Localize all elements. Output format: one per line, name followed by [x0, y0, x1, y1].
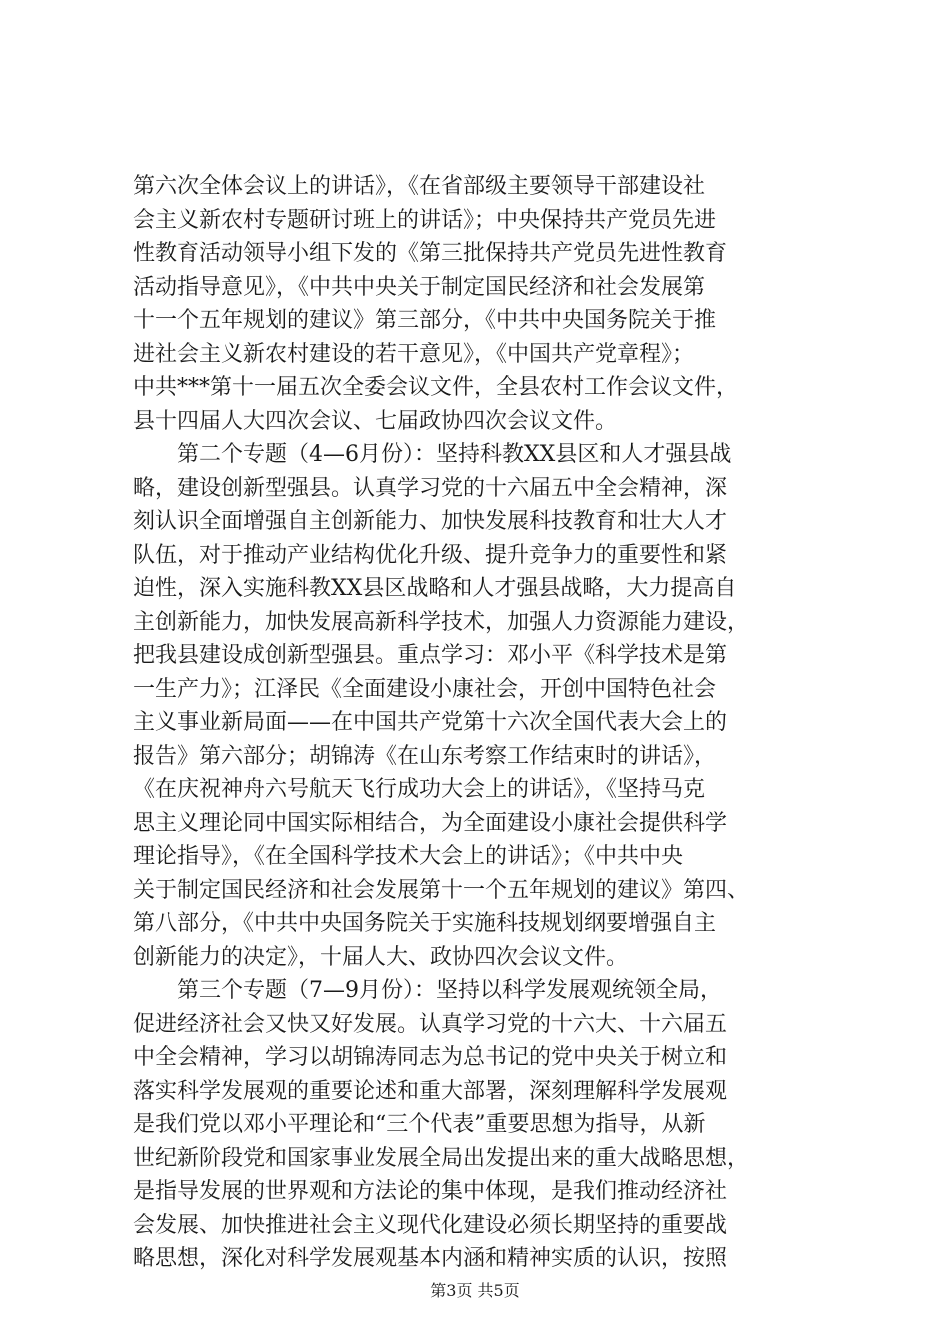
text-line: 主义事业新局面——在中国共产党第十六次全国代表大会上的 — [133, 710, 728, 735]
text-line: 理论指导》，《在全国科学技术大会上的讲话》；《中共中央 — [133, 844, 684, 869]
text-line: 进社会主义新农村建设的若干意见》，《中国共产党章程》； — [133, 341, 695, 367]
text-line: 迫性，深入实施科教XX县区战略和人才强县战略，大力提高自 — [133, 576, 737, 601]
text-line: 活动指导意见》，《中共中央关于制定国民经济和社会发展第 — [133, 274, 706, 300]
text-line: 是指导发展的世界观和方法论的集中体现，是我们推动经济社 — [133, 1179, 728, 1204]
text-line: 会发展、加快推进社会主义现代化建设必须长期坚持的重要战 — [133, 1212, 728, 1238]
text-line: 县十四届人大四次会议、七届政协四次会议文件。 — [133, 408, 618, 434]
text-line: 第六次全体会议上的讲话》，《在省部级主要领导干部建设社 — [133, 174, 706, 199]
text-line: 思主义理论同中国实际相结合，为全面建设小康社会提供科学 — [133, 810, 728, 836]
page-footer — [0, 1278, 950, 1301]
text-line: 刻认识全面增强自主创新能力、加快发展科技教育和壮大人才 — [133, 509, 728, 534]
text-line: 性教育活动领导小组下发的《第三批保持共产党员先进性教育 — [133, 241, 728, 266]
text-line: 第三个专题（7—9月份）：坚持以科学发展观统领全局， — [133, 978, 722, 1003]
text-line: 《在庆祝神舟六号航天飞行成功大会上的讲话》，《坚持马克 — [133, 777, 706, 802]
text-line: 创新能力的决定》，十届人大、政协四次会议文件。 — [133, 944, 629, 970]
document-body — [133, 170, 833, 1276]
text-line: 队伍，对于推动产业结构优化升级、提升竞争力的重要性和紧 — [133, 542, 728, 568]
text-line: 关于制定国民经济和社会发展第十一个五年规划的建议》第四、 — [133, 877, 750, 903]
text-line: 报告》第六部分；胡锦涛《在山东考察工作结束时的讲话》， — [133, 743, 717, 769]
text-line: 是我们党以邓小平理论和“三个代表”重要思想为指导，从新 — [133, 1112, 706, 1137]
page-number: 第3页 共5页 — [430, 1281, 520, 1300]
text-line: 促进经济社会又快又好发展。认真学习党的十六大、十六届五 — [133, 1011, 728, 1037]
text-line: 十一个五年规划的建议》第三部分，《中共中央国务院关于推 — [133, 308, 717, 333]
text-line: 略，建设创新型强县。认真学习党的十六届五中全会精神，深 — [133, 475, 728, 501]
text-line: 第八部分，《中共中央国务院关于实施科技规划纲要增强自主 — [133, 911, 717, 936]
text-line: 中共***第十一届五次全委会议文件，全县农村工作会议文件， — [133, 375, 739, 400]
text-line: 第二个专题（4—6月份）：坚持科教XX县区和人才强县战 — [133, 442, 732, 467]
text-line: 把我县建设成创新型强县。重点学习：邓小平《科学技术是第 — [133, 643, 728, 668]
text-line: 一生产力》；江泽民《全面建设小康社会，开创中国特色社会 — [133, 676, 717, 702]
text-line: 会主义新农村专题研讨班上的讲话》；中央保持共产党员先进 — [133, 207, 717, 233]
text-line: 中全会精神，学习以胡锦涛同志为总书记的党中央关于树立和 — [133, 1045, 728, 1070]
text-line: 略思想，深化对科学发展观基本内涵和精神实质的认识，按照 — [133, 1246, 728, 1271]
text-line: 落实科学发展观的重要论述和重大部署，深刻理解科学发展观 — [133, 1078, 728, 1104]
text-line: 世纪新阶段党和国家事业发展全局出发提出来的重大战略思想， — [133, 1145, 750, 1171]
text-line: 主创新能力，加快发展高新科学技术，加强人力资源能力建设， — [133, 609, 750, 635]
